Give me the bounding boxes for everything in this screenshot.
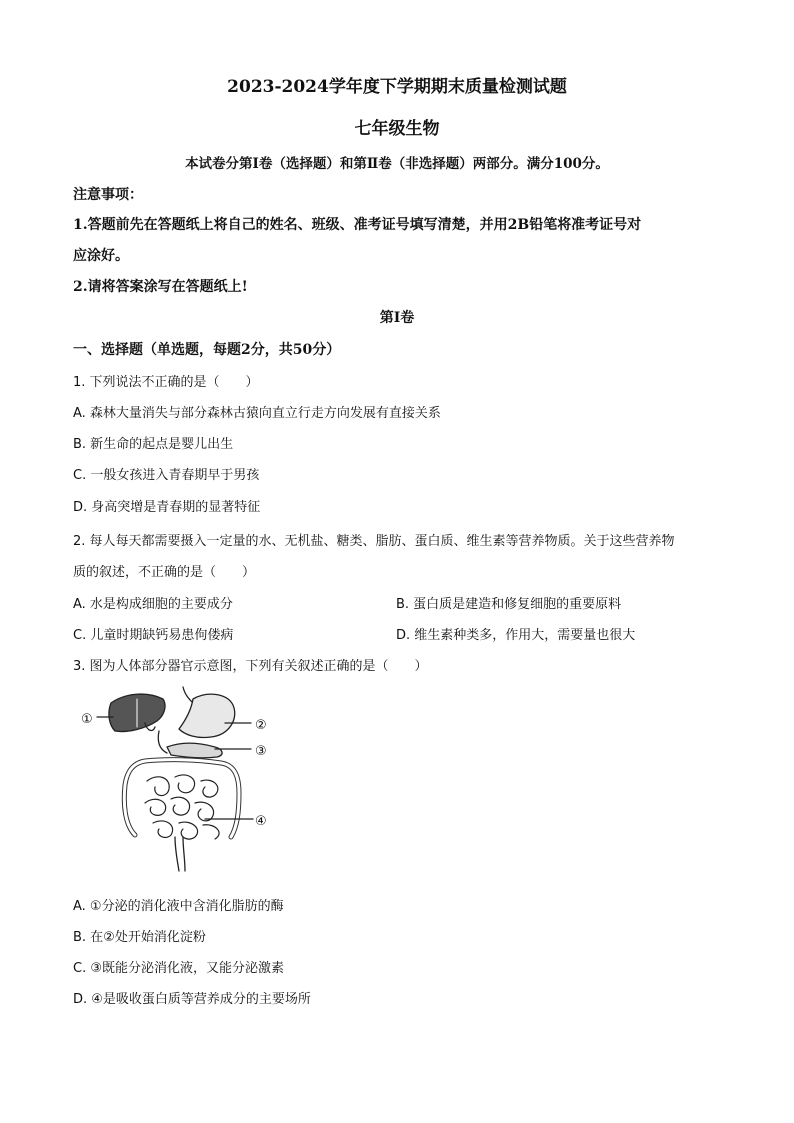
question-2-option-a: A. 水是构成细胞的主要成分 [73, 597, 233, 612]
figure-label-4: ④ [255, 814, 267, 829]
small-intestine-shape [145, 775, 219, 839]
notes-item-1-line-2: 应涂好。 [73, 248, 129, 264]
question-3-option-d: D. ④是吸收蛋白质等营养成分的主要场所 [73, 992, 311, 1007]
question-1-option-c: C. 一般女孩进入青春期早于男孩 [73, 468, 260, 483]
question-1-stem: 1. 下列说法不正确的是（ ） [73, 375, 259, 390]
question-1-option-b: B. 新生命的起点是婴儿出生 [73, 437, 234, 452]
figure-label-2: ② [255, 718, 267, 733]
figure-label-1: ① [81, 712, 93, 727]
question-3-stem: 3. 图为人体部分器官示意图，下列有关叙述正确的是（ ） [73, 659, 428, 674]
stomach-shape [179, 694, 235, 737]
question-2-option-b: B. 蛋白质是建造和修复细胞的重要原料 [396, 597, 622, 612]
exam-subtitle: 七年级生物 [354, 119, 440, 139]
question-1-option-a: A. 森林大量消失与部分森林古猿向直立行走方向发展有直接关系 [73, 406, 441, 421]
question-3-option-c: C. ③既能分泌消化液，又能分泌激素 [73, 961, 284, 976]
digestive-system-figure [75, 685, 280, 875]
section-heading: 一、选择题（单选题，每题2分，共50分） [73, 342, 341, 358]
question-2-stem-line-1: 2. 每人每天都需要摄入一定量的水、无机盐、糖类、脂肪、蛋白质、维生素等营养物质。关于这些营养物 [73, 534, 675, 549]
large-intestine-shape [124, 760, 239, 837]
question-2-stem-line-2: 质的叙述，不正确的是（ ） [73, 565, 256, 580]
question-2-option-d: D. 维生素种类多，作用大，需要量也很大 [396, 628, 636, 643]
notes-heading: 注意事项： [73, 187, 143, 203]
exam-title: 2023-2024学年度下学期期末质量检测试题 [227, 77, 567, 97]
volume-heading: 第Ⅰ卷 [379, 310, 415, 326]
question-3-option-a: A. ①分泌的消化液中含消化脂肪的酶 [73, 899, 284, 914]
question-3-option-b: B. 在②处开始消化淀粉 [73, 930, 206, 945]
figure-label-3: ③ [255, 744, 267, 759]
question-2-option-c: C. 儿童时期缺钙易患佝偻病 [73, 628, 234, 643]
notes-item-1-line-1: 1.答题前先在答题纸上将自己的姓名、班级、准考证号填写清楚，并用2B铅笔将准考证号对 [73, 217, 642, 233]
exam-intro: 本试卷分第Ⅰ卷（选择题）和第Ⅱ卷（非选择题）两部分。满分100分。 [185, 156, 609, 172]
question-1-option-d: D. 身高突增是青春期的显著特征 [73, 500, 261, 515]
pancreas-shape [167, 743, 222, 758]
notes-item-2: 2.请将答案涂写在答题纸上! [73, 279, 248, 295]
